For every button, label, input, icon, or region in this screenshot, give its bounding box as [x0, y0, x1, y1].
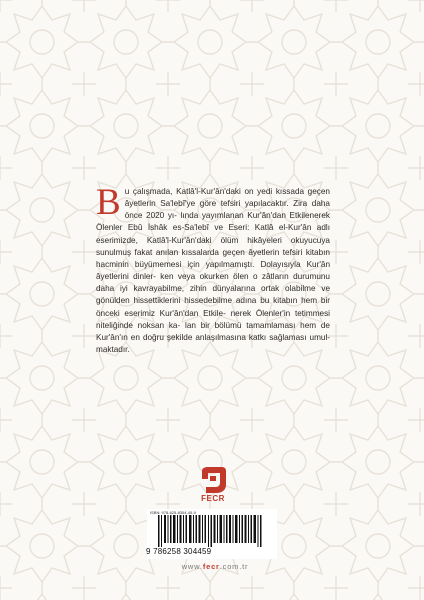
publisher-website — [170, 562, 260, 571]
blurb-line: nerek Ölenler'in tetimmesi niteliğinde noksan ka- — [96, 308, 330, 330]
blurb-line: lında yayımlanan Kur'ân'dan Etkilenerek Ölenler — [96, 211, 330, 233]
blurb-line: u çalışmada, Katlâ'l-Kur'ân'daki on yedi — [124, 187, 276, 196]
publisher-logo-text: FECR — [201, 494, 225, 503]
blurb-line: doğru şekilde anlaşılmasına katkı sağlaması umul- — [142, 332, 330, 342]
blurb-line: yapılmamıştı. Dolayısıyla Kur'ân âyetlerini dinler- — [96, 259, 330, 282]
blurb-line: kitabın hem bir önceki eserimiz Kur'ân'dan Etkile- — [96, 296, 330, 318]
blurb-line: kıssada geçen âyetlerin Sa'lebî'ye göre — [124, 187, 330, 209]
isbn-label: ISBN: 978-625-8304-45-9 — [150, 510, 196, 515]
blurb-line: Ebû İshâk es-Sa'lebî ve Eseri: Katlâ el-Kur'ân adlı — [127, 223, 331, 233]
blurb-line: eserimizde, Katlâ'l-Kur'ân'daki ölüm hikâyeleri — [96, 235, 291, 245]
barcode-icon — [158, 515, 266, 547]
blurb-line: ken veya okurken ölen o zâtların durumunu daha — [96, 272, 330, 294]
website-prefix: www. — [181, 562, 203, 571]
blurb-line: lan bir bölümü tamamlaması hem de Kur'ân'ın en — [96, 320, 330, 342]
blurb-line: tefsiri yapılacaktır. Zira daha önce 2020 yı- — [124, 199, 330, 221]
barcode-digits: 9 786258 304459 — [146, 547, 212, 556]
website-brand: fecr — [202, 562, 220, 571]
website-suffix: .com.tr — [219, 562, 249, 571]
blurb-paragraph — [96, 182, 331, 356]
blurb-line: okuyucuya sunulmuş fakat anılan kıssalarda geçen — [96, 235, 330, 257]
blurb-line: maktadır. — [96, 345, 130, 355]
blurb-line: iyi kavrayabilme, zihin dünyalarına ortak olabilme — [120, 284, 322, 294]
blurb-line: ve gönülden hissettiklerini hissedebilme adına bu — [96, 284, 330, 306]
drop-cap: B — [96, 182, 121, 223]
back-cover-blurb — [96, 182, 331, 356]
blurb-line: âyetlerin tefsiri kitabın hacminin büyümemesi için — [96, 247, 330, 269]
